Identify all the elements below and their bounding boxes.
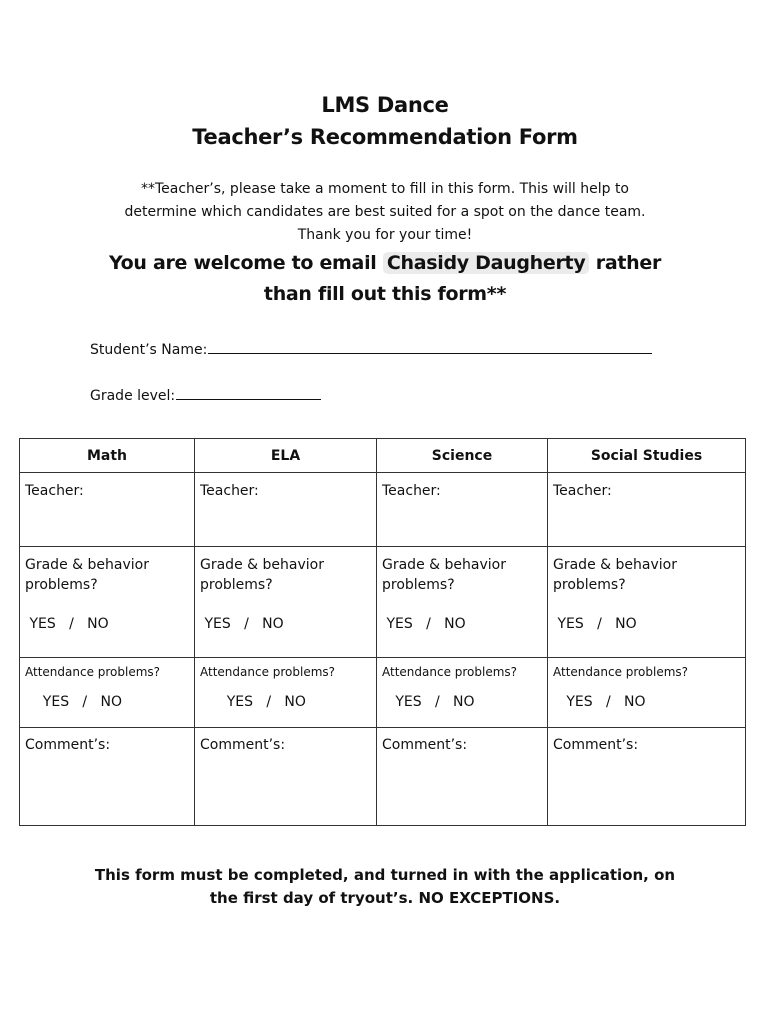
email-note-line-2: than fill out this form** — [263, 283, 507, 305]
comment-cell-social-studies[interactable] — [548, 728, 746, 826]
student-name-blank[interactable] — [208, 341, 652, 354]
comment-cell-math[interactable] — [20, 728, 195, 826]
intro-line-3: Thank you for your time! — [297, 227, 473, 243]
comment-label: Comment’s: — [553, 737, 639, 753]
form-title: Teacher’s Recommendation Form — [192, 125, 578, 149]
attendance-cell-social-studies — [548, 658, 746, 728]
attendance-cell-ela — [195, 658, 377, 728]
grade-behavior-cell-science — [377, 547, 548, 658]
teacher-label: Teacher: — [200, 483, 259, 499]
grade-yes-no-choice[interactable]: YES / NO — [200, 616, 284, 632]
grade-behavior-label: Grade & behavior problems? — [382, 557, 506, 593]
table-header-row — [20, 439, 746, 473]
intro-line-2: determine which candidates are best suited for a spot on the dance team. — [124, 204, 646, 220]
table-row — [20, 728, 746, 826]
comment-cell-ela[interactable] — [195, 728, 377, 826]
attendance-yes-no-choice[interactable]: YES / NO — [25, 694, 122, 710]
grade-yes-no-choice[interactable]: YES / NO — [553, 616, 637, 632]
comment-label: Comment’s: — [25, 737, 111, 753]
attendance-label: Attendance problems? — [382, 665, 518, 679]
attendance-label: Attendance problems? — [200, 665, 336, 679]
attendance-cell-math — [20, 658, 195, 728]
comment-cell-science[interactable] — [377, 728, 548, 826]
subject-recommendation-table — [19, 438, 746, 826]
column-header-ela: ELA — [195, 439, 377, 473]
grade-behavior-label: Grade & behavior problems? — [25, 557, 149, 593]
teacher-label: Teacher: — [25, 483, 84, 499]
attendance-yes-no-choice[interactable]: YES / NO — [382, 694, 475, 710]
student-name-field — [90, 341, 652, 358]
grade-behavior-label: Grade & behavior problems? — [200, 557, 324, 593]
form-title-school: LMS Dance — [321, 93, 449, 117]
attendance-label: Attendance problems? — [553, 665, 689, 679]
grade-level-blank[interactable] — [176, 387, 321, 400]
teacher-label: Teacher: — [382, 483, 441, 499]
column-header-science: Science — [377, 439, 548, 473]
grade-yes-no-choice[interactable]: YES / NO — [382, 616, 466, 632]
email-note — [0, 248, 770, 310]
email-note-suffix: rather — [595, 252, 662, 274]
intro-line-1: **Teacher’s, please take a moment to fill in this form. This will help to — [140, 181, 629, 197]
column-header-social-studies: Social Studies — [548, 439, 746, 473]
grade-behavior-cell-math — [20, 547, 195, 658]
footer-line-1: This form must be completed, and turned in with the application, on — [94, 866, 676, 884]
table-row — [20, 547, 746, 658]
grade-behavior-label: Grade & behavior problems? — [553, 557, 677, 593]
attendance-cell-science — [377, 658, 548, 728]
footer-note — [0, 864, 770, 910]
grade-yes-no-choice[interactable]: YES / NO — [25, 616, 109, 632]
teacher-cell-social-studies[interactable] — [548, 473, 746, 547]
attendance-yes-no-choice[interactable]: YES / NO — [200, 694, 306, 710]
grade-level-field — [90, 387, 321, 404]
grade-behavior-cell-ela — [195, 547, 377, 658]
email-contact-link[interactable]: Chasidy Daugherty — [383, 252, 590, 274]
table-row — [20, 473, 746, 547]
teacher-cell-science[interactable] — [377, 473, 548, 547]
grade-behavior-cell-social-studies — [548, 547, 746, 658]
teacher-cell-ela[interactable] — [195, 473, 377, 547]
footer-line-2: the first day of tryout’s. NO EXCEPTIONS. — [209, 889, 561, 907]
attendance-label: Attendance problems? — [25, 665, 161, 679]
table-row — [20, 658, 746, 728]
attendance-yes-no-choice[interactable]: YES / NO — [553, 694, 646, 710]
teacher-cell-math[interactable] — [20, 473, 195, 547]
comment-label: Comment’s: — [382, 737, 468, 753]
intro-text — [0, 178, 770, 247]
comment-label: Comment’s: — [200, 737, 286, 753]
email-note-prefix: You are welcome to email — [108, 252, 377, 274]
grade-level-label: Grade level: — [90, 388, 176, 404]
teacher-label: Teacher: — [553, 483, 612, 499]
student-name-label: Student’s Name: — [90, 342, 208, 358]
column-header-math: Math — [20, 439, 195, 473]
